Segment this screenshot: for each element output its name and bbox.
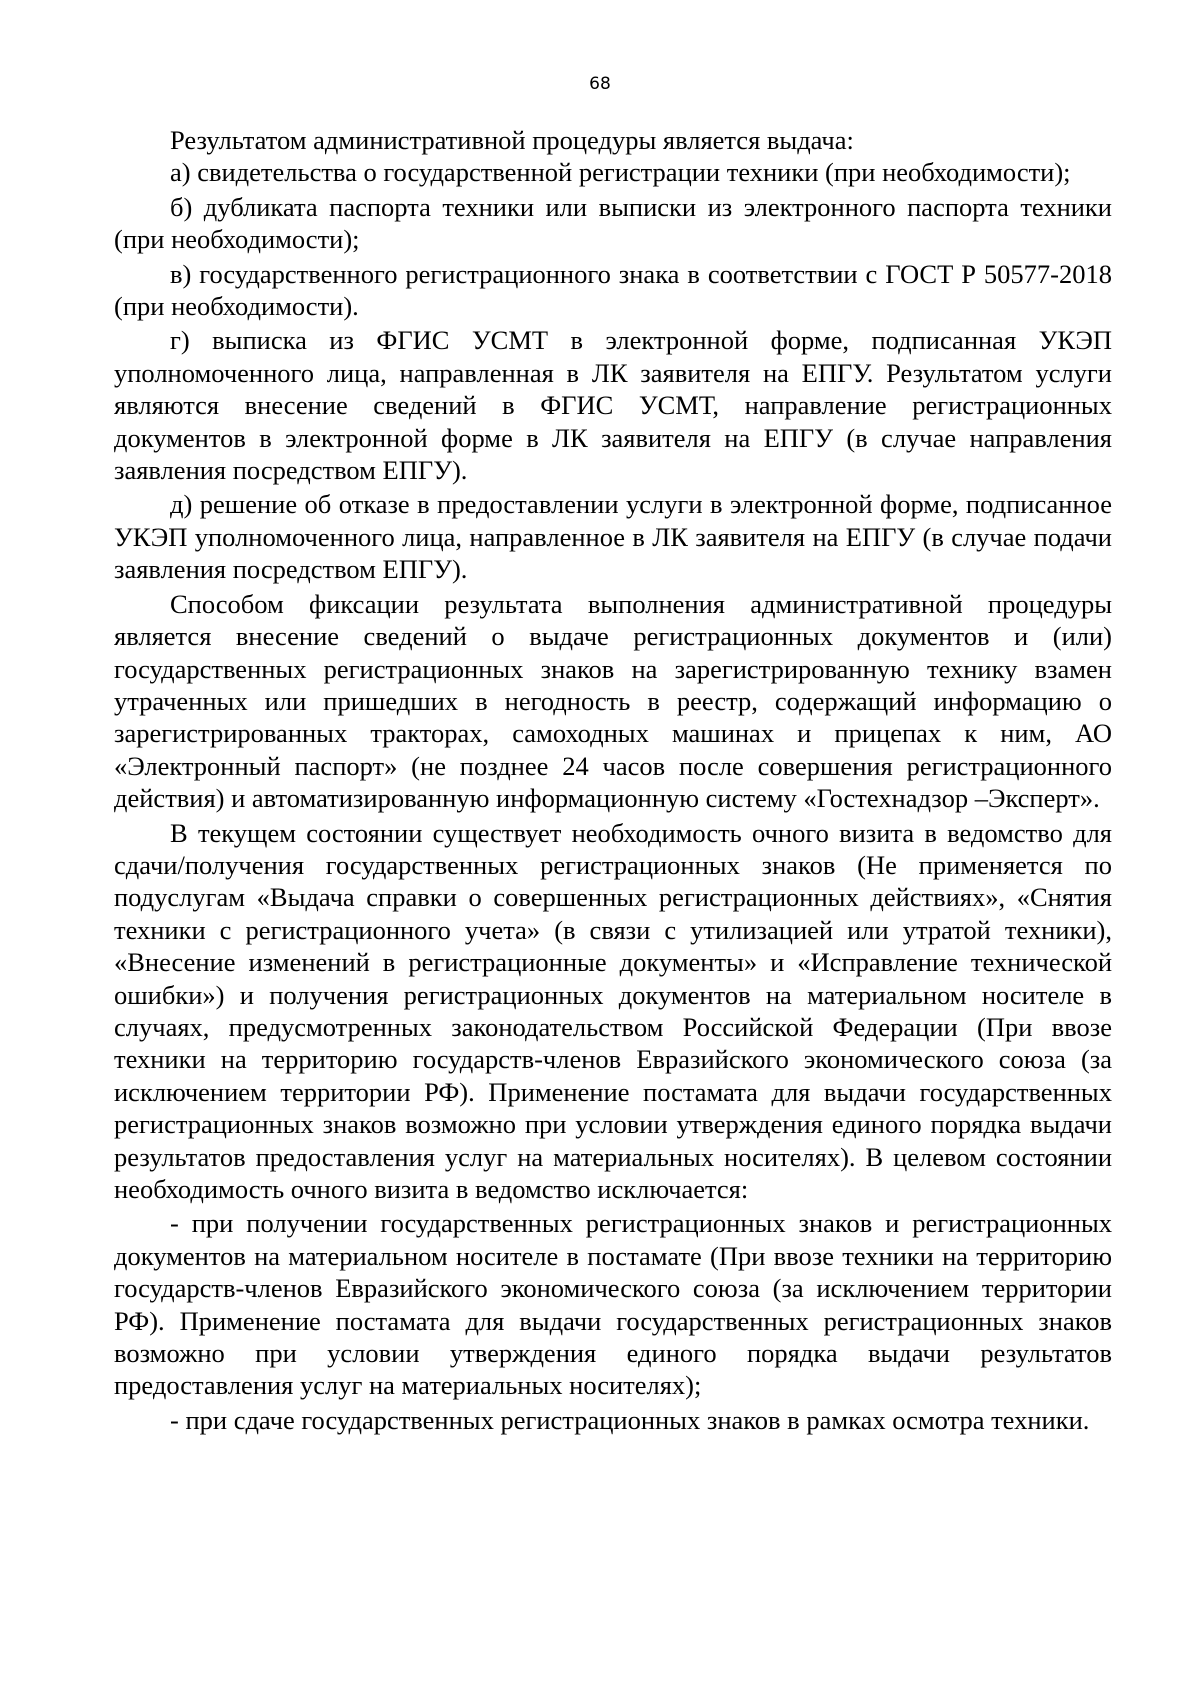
- list-item-a: а) свидетельства о государственной регистрации техники (при необходимости);: [170, 157, 1071, 188]
- page-number: 68: [589, 74, 611, 94]
- bullet-item-postamat: - при получении государственных регистрационных знаков и регистрационных документов на материальном носителе в постамате (При ввозе техники на территорию государств-членов Евразийского экономического союза (за исключением территории РФ). Применение постамата для выдачи государственных регистрационных знаков возможно при условии утверждения единого порядка выдачи результатов предоставления услуг на материальных носителях);: [114, 1208, 1112, 1401]
- bullet-item-inspection: - при сдаче государственных регистрационных знаков в рамках осмотра техники.: [170, 1404, 1090, 1435]
- list-item-b: б) дубликата паспорта техники или выписки из электронного паспорта техники (при необходимости);: [114, 191, 1112, 255]
- paragraph-current-state: В текущем состоянии существует необходимость очного визита в ведомство для сдачи/получения государственных регистрационных знаков (Не применяется по подуслугам «Выдача справки о совершенных регистрационных действиях», «Снятия техники с регистрационного учета» (в связи с утилизацией или утратой техники), «Внесение изменений в регистрационные документы» и «Исправление технической ошибки») и получения регистрационных документов на материальном носителе в случаях, предусмотренных законодательством Российской Федерации (При ввозе техники на территорию государств-членов Евразийского экономического союза (за исключением территории РФ). Применение постамата для выдачи государственных регистрационных знаков возможно при условии утверждения единого порядка выдачи результатов предоставления услуг на материальных носителях). В целевом состоянии необходимость очного визита в ведомство исключается:: [114, 817, 1112, 1204]
- list-item-g: г) выписка из ФГИС УСМТ в электронной форме, подписанная УКЭП уполномоченного лица, направленная в ЛК заявителя на ЕПГУ. Результатом услуги являются внесение сведений в ФГИС УСМТ, направление регистрационных документов в электронной форме в ЛК заявителя на ЕПГУ (в случае направления заявления посредством ЕПГУ).: [114, 325, 1112, 486]
- paragraph-fixation-method: Способом фиксации результата выполнения административной процедуры является внесение сведений о выдаче регистрационных документов и (или) государственных регистрационных знаков на зарегистрированную технику взамен утраченных или пришедших в негодность в реестр, содержащий информацию о зарегистрированных тракторах, самоходных машинах и прицепах к ним, АО «Электронный паспорт» (не позднее 24 часов после совершения регистрационного действия) и автоматизированную информационную систему «Гостехнадзор –Эксперт».: [114, 588, 1112, 814]
- paragraph-result-intro: Результатом административной процедуры является выдача:: [170, 125, 854, 155]
- list-item-v: в) государственного регистрационного знака в соответствии с ГОСТ Р 50577-2018 (при необходимости).: [114, 258, 1112, 322]
- list-item-d: д) решение об отказе в предоставлении услуги в электронной форме, подписанное УКЭП уполномоченного лица, направленное в ЛК заявителя на ЕПГУ (в случае подачи заявления посредством ЕПГУ).: [114, 489, 1112, 585]
- document-body: [114, 124, 1112, 1436]
